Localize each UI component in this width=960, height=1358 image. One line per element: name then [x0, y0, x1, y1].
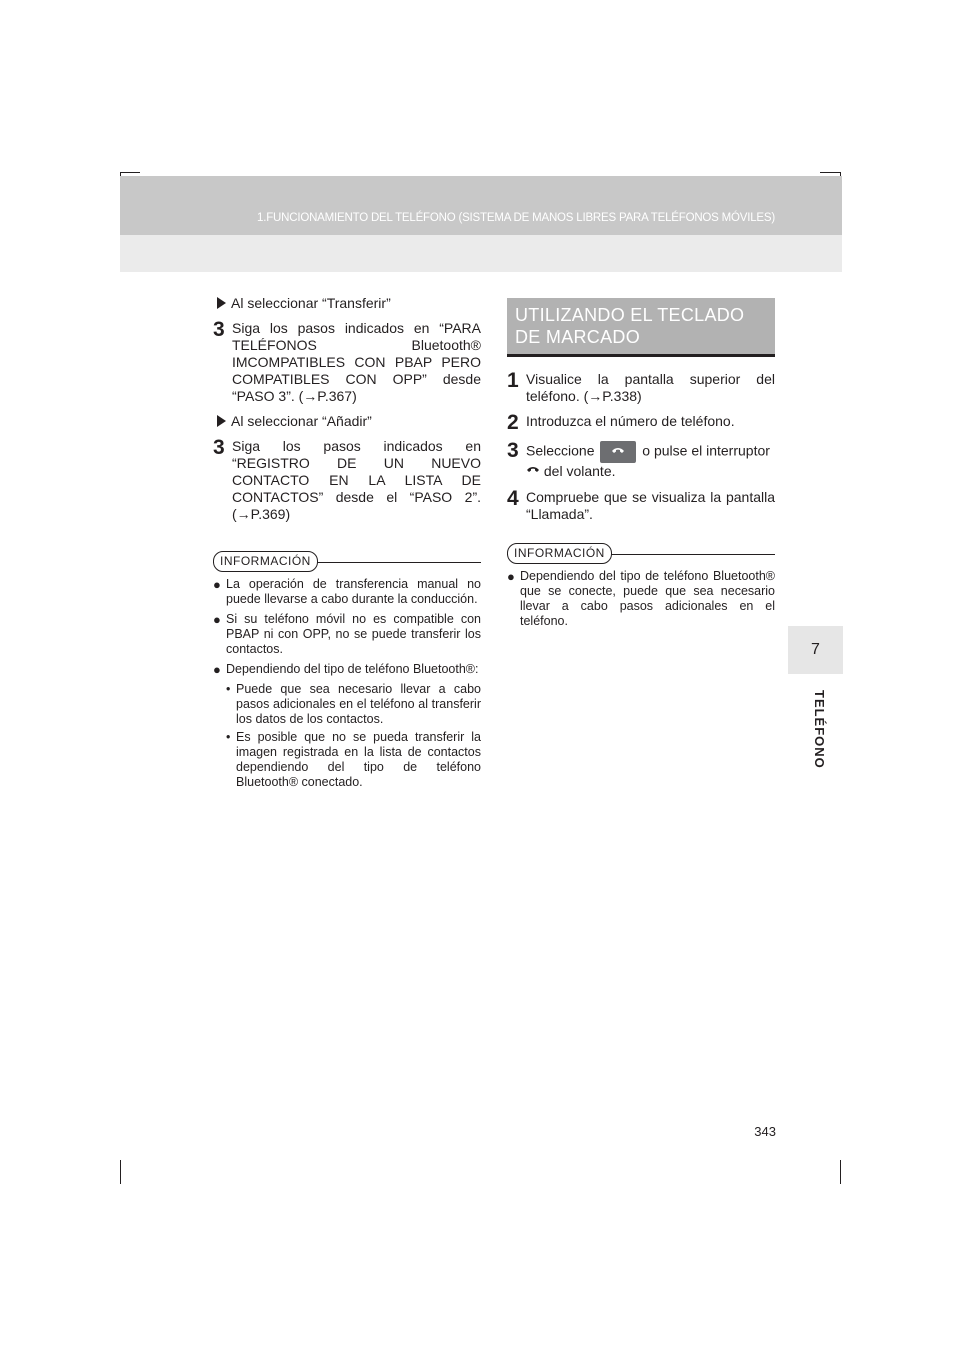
crop-mark: [840, 1160, 841, 1184]
info-box: [213, 551, 481, 790]
step-text: Siga los pasos indicados en “REGISTRO DE UN NUEVO CONTACTO EN LA LISTA DE CONTACTOS” desde el “PASO 2”. (→P.369): [232, 438, 481, 522]
info-item: [507, 569, 775, 629]
left-column: [213, 292, 481, 793]
info-text: La operación de transferencia manual no puede llevarse a cabo durante la conducción.: [226, 577, 481, 606]
info-label: INFORMACIÓN: [213, 551, 318, 572]
phone-handset-icon: [611, 446, 625, 458]
bullet-icon: ●: [213, 577, 221, 592]
right-triangle-icon: [217, 297, 226, 309]
section-title: UTILIZANDO EL TECLADO DE MARCADO: [507, 298, 775, 357]
bullet-icon: ●: [213, 612, 221, 627]
right-triangle-icon: [217, 415, 226, 427]
step-text: [526, 441, 775, 481]
info-item: [213, 662, 481, 677]
step-item: [507, 441, 775, 481]
bullet-icon: ●: [213, 662, 221, 677]
info-text: Dependiendo del tipo de teléfono Bluetooth® que se conecte, puede que sea necesario llevar a cabo pasos adicionales en el teléfono.: [520, 568, 775, 628]
step-text: Visualice la pantalla superior del teléfono. (→P.338): [526, 371, 775, 404]
info-box: [507, 543, 775, 629]
info-text: Si su teléfono móvil no es compatible con PBAP ni con OPP, no se puede transferir los contactos.: [226, 612, 481, 656]
dot-icon: •: [226, 682, 231, 696]
info-item: [213, 577, 481, 607]
bullet-icon: ●: [507, 568, 515, 584]
crop-mark: [120, 1160, 121, 1184]
info-sub-text: Puede que sea necesario llevar a cabo pasos adicionales en el teléfono al transferir los datos de los contactos.: [236, 682, 481, 726]
step-number: 3: [213, 436, 225, 459]
step-item: [507, 371, 775, 405]
subheading-text: Al seleccionar “Transferir”: [231, 295, 391, 311]
step-item: [213, 438, 481, 523]
subheading-transferir: [213, 295, 481, 312]
step-number: 3: [213, 318, 225, 341]
step-text: Introduzca el número de teléfono.: [526, 413, 735, 429]
step-number: 2: [507, 411, 519, 434]
step-number: 4: [507, 486, 519, 510]
info-text: Dependiendo del tipo de teléfono Bluetooth®:: [226, 662, 479, 676]
subheading-text: Al seleccionar “Añadir”: [231, 413, 372, 429]
chapter-tab: [788, 626, 843, 674]
step-text-part: Seleccione: [526, 442, 595, 459]
page-number: 343: [754, 1124, 776, 1139]
step-text: Siga los pasos indicados en “PARA TELÉFONOS Bluetooth® IMCOMPATIBLES CON PBAP PERO COMPATIBLES CON OPP” desde “PASO 3”. (→P.367): [232, 320, 481, 404]
phone-handset-icon: [526, 464, 540, 481]
info-sub-text: Es posible que no se pueda transferir la imagen registrada en la lista de contactos dependiendo del tipo de teléfono Bluetooth® conectado.: [236, 730, 481, 789]
step-number: 1: [507, 369, 519, 392]
step-text-part: o pulse el interruptor: [642, 442, 770, 459]
crop-mark: [120, 172, 140, 173]
crop-mark: [820, 172, 840, 173]
info-sub-item: [226, 730, 481, 790]
step-item: [507, 486, 775, 523]
phone-button[interactable]: [600, 441, 636, 463]
chapter-number: 7: [811, 641, 820, 658]
info-sub-item: [226, 682, 481, 727]
info-item: [213, 612, 481, 657]
header-bar: [120, 176, 842, 235]
step-item: [213, 320, 481, 405]
chapter-label: TELÉFONO: [812, 690, 827, 769]
running-header: 1.FUNCIONAMIENTO DEL TELÉFONO (SISTEMA DE MANOS LIBRES PARA TELÉFONOS MÓVILES): [257, 212, 775, 224]
step-number: 3: [507, 439, 519, 462]
dot-icon: •: [226, 730, 231, 744]
step-text: Compruebe que se visualiza la pantalla “Llamada”.: [526, 488, 775, 522]
step-item: [507, 413, 775, 433]
info-label: INFORMACIÓN: [507, 543, 612, 564]
subheading-anadir: [213, 413, 481, 430]
right-column: [507, 298, 775, 634]
step-text-part: del volante.: [543, 463, 616, 479]
